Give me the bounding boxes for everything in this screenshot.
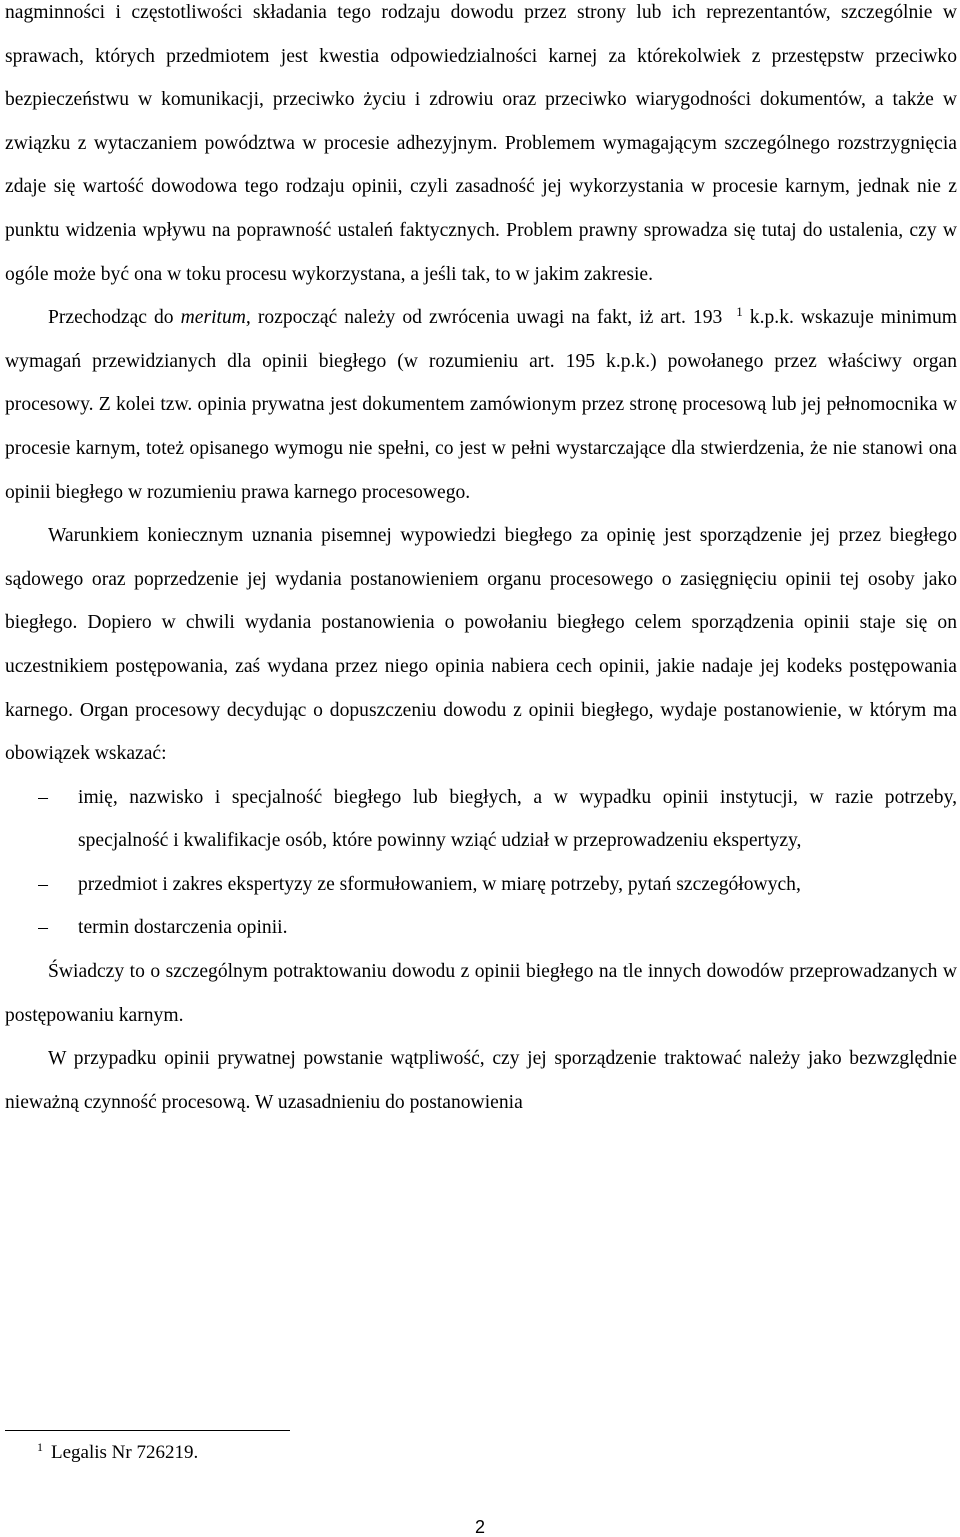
paragraph-2-italic-term: meritum, bbox=[180, 307, 251, 329]
paragraph-2-text-start: Przechodząc do bbox=[48, 307, 181, 329]
list-item-text: termin dostarczenia opinii. bbox=[78, 917, 288, 939]
footnote-reference: 1 bbox=[736, 303, 743, 319]
dash-bullet: – bbox=[38, 873, 48, 895]
dash-bullet: – bbox=[38, 786, 48, 808]
paragraph-5: W przypadku opinii prywatnej powstanie wątpliwość, czy jej sporządzenie traktować należy jako bezwzględnie nieważną czynność procesową. W uzasadnieniu do postanowienia bbox=[5, 1048, 957, 1113]
list-item bbox=[5, 906, 957, 950]
paragraph-2 bbox=[5, 296, 957, 514]
body-text bbox=[5, 0, 957, 1124]
list-item bbox=[5, 776, 957, 863]
dash-bullet: – bbox=[38, 917, 48, 939]
list-item-text: imię, nazwisko i specjalność biegłego lub biegłych, a w wypadku opinii instytucji, w razie potrzeby, specjalność i kwalifikacje osób, które powinny wziąć udział w przeprowadzeniu ekspertyzy, bbox=[78, 786, 957, 852]
paragraph-2-text-middle: rozpocząć należy od zwrócenia uwagi na fakt, iż art. 193 bbox=[250, 307, 723, 329]
list-item-text: przedmiot i zakres ekspertyzy ze sformułowaniem, w miarę potrzeby, pytań szczegółowych, bbox=[78, 873, 801, 895]
paragraph-4: Świadczy to o szczególnym potraktowaniu dowodu z opinii biegłego na tle innych dowodów przeprowadzanych w postępowaniu karnym. bbox=[5, 961, 957, 1026]
footnote-mark: 1 bbox=[37, 1439, 43, 1454]
paragraph-2-text-end: k.p.k. wskazuje minimum wymagań przewidzianych dla opinii biegłego (w rozumieniu art. 195 k.p.k.) powołanego przez właściwy organ procesowy. Z kolei tzw. opinia prywatna jest dokumentem zamówionym przez stronę procesową lub jej pełnomocnika w procesie karnym, toteż opisanego wymogu nie spełni, co jest w pełni wystarczające dla stwierdzenia, że nie stanowi ona opinii biegłego w rozumieniu prawa karnego procesowego. bbox=[5, 307, 957, 503]
footnote-text: Legalis Nr 726219. bbox=[51, 1442, 199, 1463]
paragraph-1: nagminności i częstotliwości składania tego rodzaju dowodu przez strony lub ich reprezentantów, szczególnie w sprawach, których przedmiotem jest kwestia odpowiedzialności karnej za którekolwiek z przestępstw przeciwko bezpieczeństwu w komunikacji, przeciwko życiu i zdrowiu oraz przeciwko wiarygodności dokumentów, a także w związku z wytaczaniem powództwa w procesie adhezyjnym. Problemem wymagającym szczególnego rozstrzygnięcia zdaje się wartość dowodowa tego rodzaju opinii, czyli zasadność jej wykorzystania w procesie karnym, jednak nie z punktu widzenia wpływu na poprawność ustaleń faktycznych. Problem prawny sprowadza się tutaj do ustalenia, czy w ogóle może być ona w toku procesu wykorzystana, a jeśli tak, to w jakim zakresie. bbox=[5, 2, 957, 285]
requirements-list bbox=[5, 776, 957, 950]
footnote-divider bbox=[5, 1430, 290, 1431]
list-item bbox=[5, 863, 957, 907]
page-number: 2 bbox=[474, 1517, 485, 1537]
footnote bbox=[37, 1440, 198, 1466]
paragraph-3: Warunkiem koniecznym uznania pisemnej wypowiedzi biegłego za opinię jest sporządzenie jej przez biegłego sądowego oraz poprzedzenie jej wydania postanowieniem organu procesowego o zasięgnięciu opinii tej osoby jako biegłego. Dopiero w chwili wydania postanowienia o powołaniu biegłego celem sporządzenia opinii staje się on uczestnikiem postępowania, zaś wydana przez niego opinia nabiera cech opinii, jakie nadaje jej kodeks postępowania karnego. Organ procesowy decydując o dopuszczeniu dowodu z opinii biegłego, wydaje postanowienie, w którym ma obowiązek wskazać: bbox=[5, 525, 957, 765]
